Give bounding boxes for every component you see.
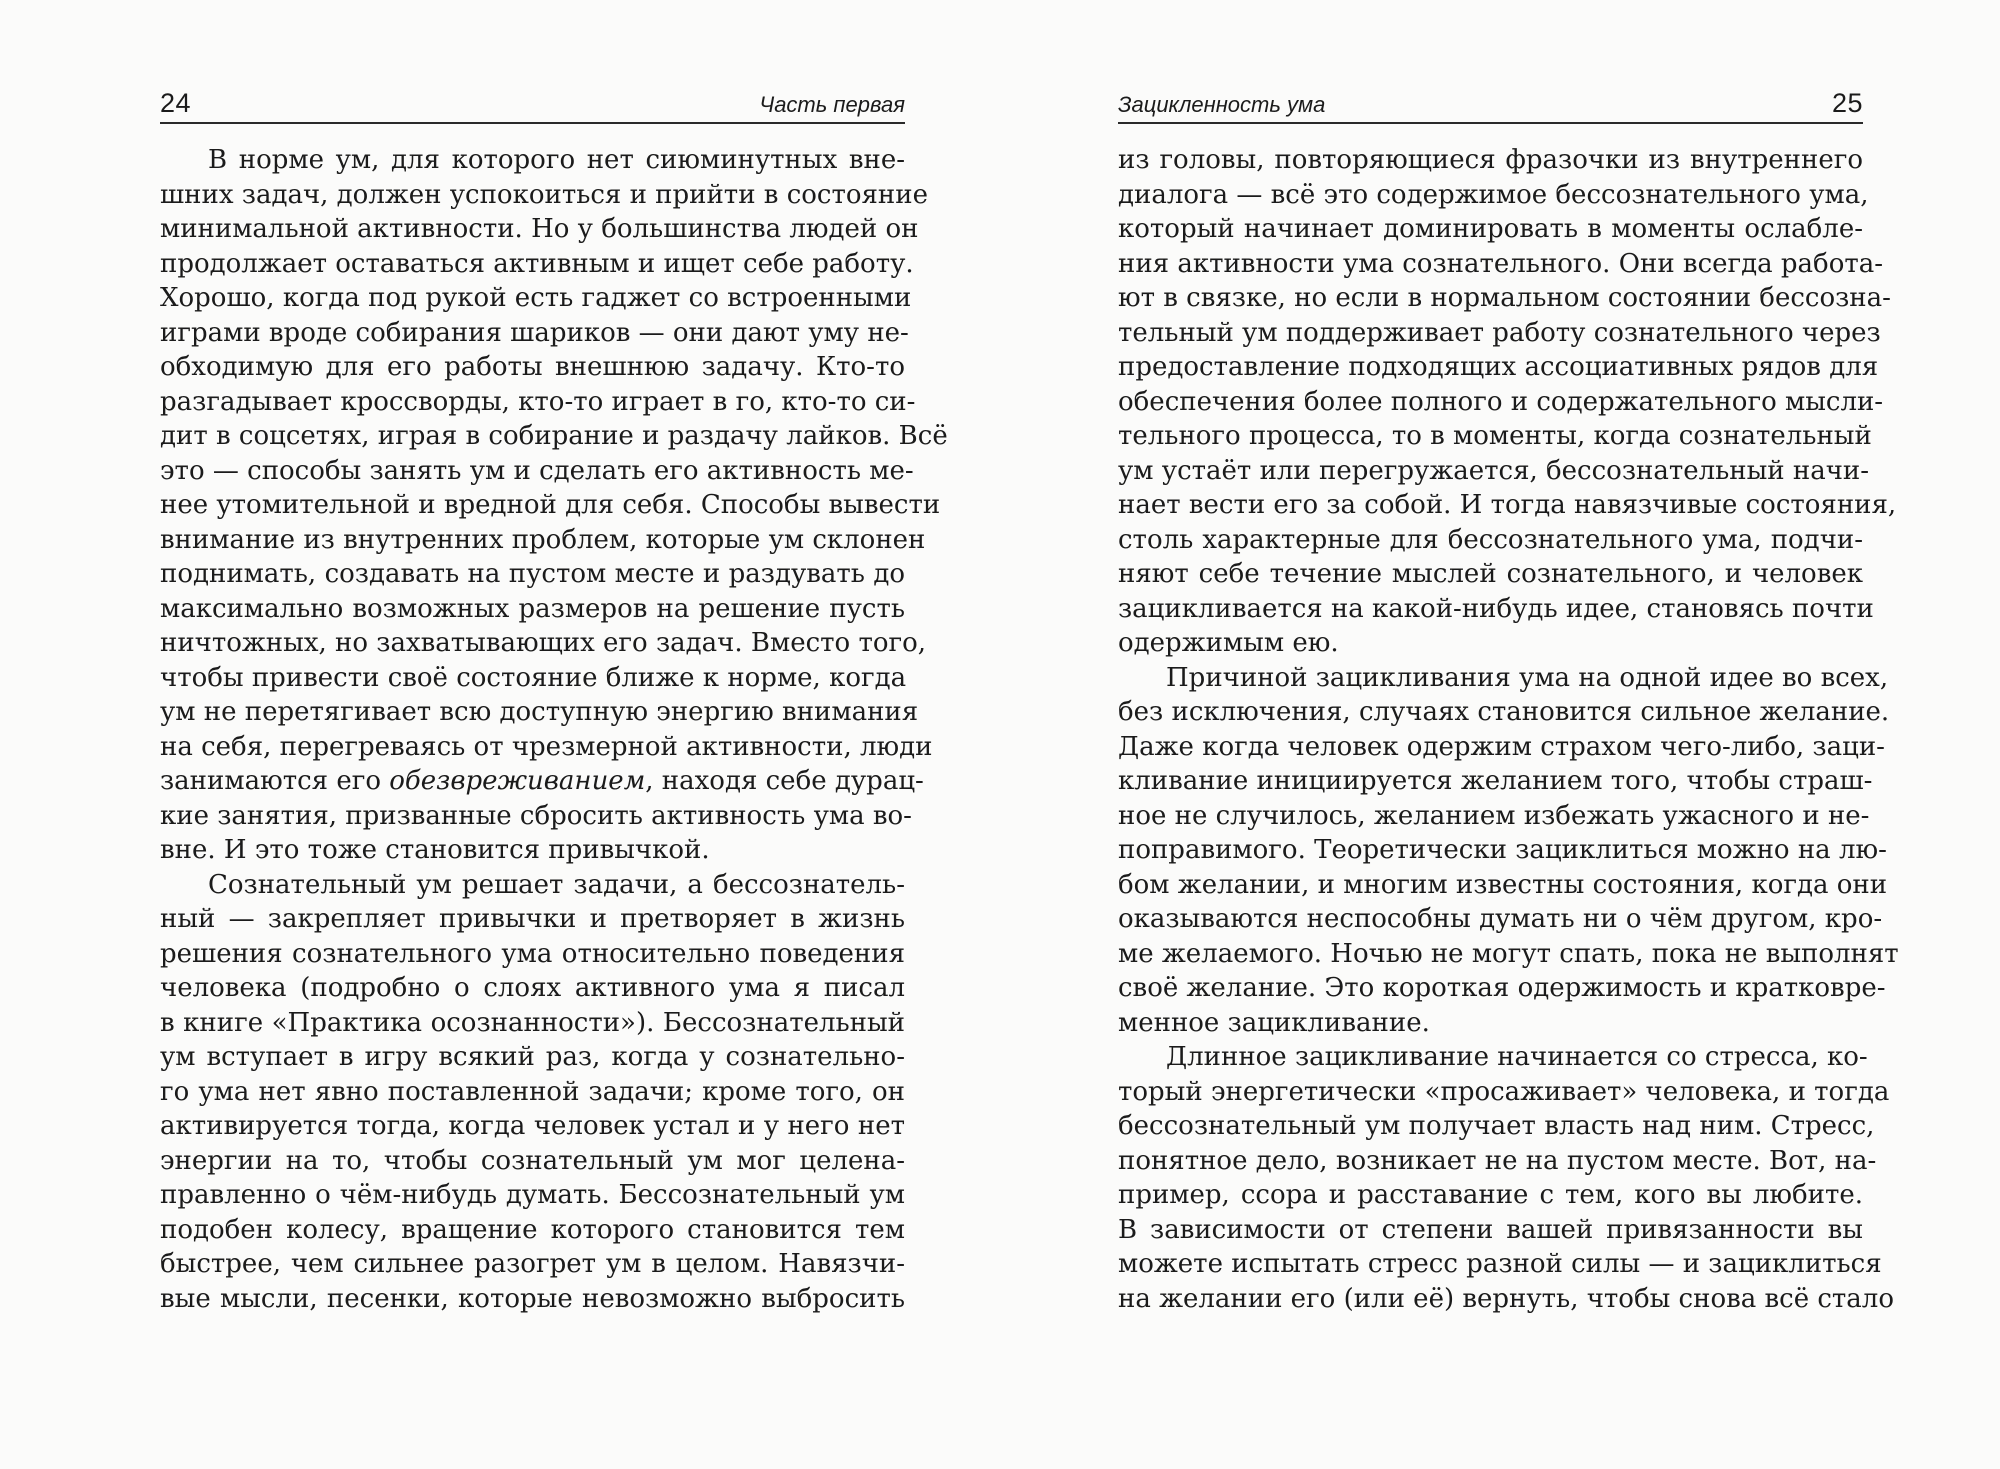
text-line: Сознательный ум решает задачи, а бессознатель- bbox=[208, 869, 905, 900]
left-page-number: 24 bbox=[160, 88, 192, 118]
text-segment: занимаются его bbox=[160, 766, 390, 796]
text-line: тельного процесса, то в моменты, когда сознательный bbox=[1118, 421, 1872, 451]
text-line: В норме ум, для которого нет сиюминутных вне- bbox=[208, 145, 905, 175]
text-line: го ума нет явно поставленной задачи; кроме того, он bbox=[160, 1076, 905, 1107]
text-line: из головы, повторяющиеся фразочки из внутреннего bbox=[1118, 145, 1863, 175]
text-line: обеспечения более полного и содержательного мысли- bbox=[1118, 386, 1884, 417]
text-line: шних задач, должен успокоиться и прийти в состояние bbox=[160, 179, 928, 210]
text-line: зацикливается на какой-нибудь идее, становясь почти bbox=[1118, 593, 1874, 624]
text-line: ме желаемого. Ночью не могут спать, пока не выполнят bbox=[1118, 938, 1899, 969]
text-line: вне. И это тоже становится привычкой. bbox=[160, 835, 710, 865]
text-line: ют в связке, но если в нормальном состоянии бессозна- bbox=[1118, 283, 1891, 313]
left-running-head: Часть первая bbox=[759, 92, 905, 117]
text-line: ум не перетягивает всю доступную энергию внимания bbox=[160, 697, 919, 727]
text-line: ничтожных, но захватывающих его задач. Вместо того, bbox=[160, 628, 927, 658]
text-line: столь характерные для бессознательного ума, подчи- bbox=[1118, 524, 1863, 555]
text-line: Длинное зацикливание начинается со стресса, ко- bbox=[1166, 1042, 1868, 1072]
text-line: пример, ссора и расставание с тем, кого вы любите. bbox=[1118, 1180, 1863, 1210]
text-line: торый энергетически «просаживает» человека, и тогда bbox=[1118, 1076, 1890, 1107]
text-line: это — способы занять ум и сделать его активность ме- bbox=[160, 455, 914, 486]
text-line: продолжает оставаться активным и ищет себе работу. bbox=[160, 248, 914, 279]
right-page-header bbox=[1118, 84, 1863, 124]
text-line: на желании его (или её) вернуть, чтобы снова всё стало bbox=[1118, 1283, 1894, 1314]
text-line: диалога — всё это содержимое бессознательного ума, bbox=[1118, 179, 1869, 210]
text-line: кие занятия, призванные сбросить активность ума во- bbox=[160, 800, 912, 831]
text-line: нает вести его за собой. И тогда навязчивые состояния, bbox=[1118, 490, 1897, 520]
text-line: предоставление подходящих ассоциативных рядов для bbox=[1118, 352, 1879, 382]
text-line: Даже когда человек одержим страхом чего-либо, заци- bbox=[1118, 731, 1885, 762]
text-line: ум устаёт или перегружается, бессознательный начи- bbox=[1118, 455, 1870, 486]
text-line: человека (подробно о слоях активного ума я писал bbox=[160, 973, 905, 1003]
text-line: Причиной зацикливания ума на одной идее во всех, bbox=[1166, 662, 1889, 693]
italic-term: обезвреживанием bbox=[389, 766, 646, 796]
left-page-body bbox=[160, 143, 948, 1316]
text-line: активируется тогда, когда человек устал и у него нет bbox=[160, 1111, 905, 1141]
right-page-number: 25 bbox=[1831, 88, 1863, 118]
text-line: ния активности ума сознательного. Они всегда работа- bbox=[1118, 248, 1884, 279]
text-line: подобен колесу, вращение которого становится тем bbox=[160, 1214, 905, 1245]
text-line: бессознательный ум получает власть над ним. Стресс, bbox=[1118, 1111, 1875, 1141]
text-line: поднимать, создавать на пустом месте и раздувать до bbox=[160, 559, 905, 589]
text-line: менное зацикливание. bbox=[1118, 1007, 1430, 1038]
text-line: бом желании, и многим известны состояния, когда они bbox=[1118, 869, 1888, 900]
text-line: ный — закрепляет привычки и претворяет в жизнь bbox=[160, 904, 905, 934]
text-line: энергии на то, чтобы сознательный ум мог целена- bbox=[160, 1145, 905, 1176]
text-line: чтобы привести своё состояние ближе к норме, когда bbox=[160, 662, 907, 693]
text-line: быстрее, чем сильнее разогрет ум в целом. Навязчи- bbox=[160, 1249, 905, 1279]
right-page-body bbox=[1118, 143, 1899, 1316]
text-line: дит в соцсетях, играя в собирание и раздачу лайков. Всё bbox=[160, 421, 948, 451]
text-line: ум вступает в игру всякий раз, когда у сознательно- bbox=[160, 1042, 905, 1072]
text-line: тельный ум поддерживает работу сознательного через bbox=[1118, 317, 1881, 348]
text-line: максимально возможных размеров на решение пусть bbox=[160, 593, 905, 624]
text-line: который начинает доминировать в моменты ослабле- bbox=[1118, 214, 1863, 244]
text-segment: , находя себе дурац- bbox=[645, 766, 924, 796]
text-line: правленно о чём-нибудь думать. Бессознательный ум bbox=[160, 1180, 905, 1210]
text-line: В зависимости от степени вашей привязанности вы bbox=[1118, 1214, 1863, 1245]
text-line: понятное дело, возникает не на пустом месте. Вот, на- bbox=[1118, 1145, 1877, 1176]
text-line: обходимую для его работы внешнюю задачу. Кто-то bbox=[160, 352, 905, 382]
text-line: решения сознательного ума относительно поведения bbox=[160, 938, 905, 969]
text-line: разгадывает кроссворды, кто-то играет в го, кто-то си- bbox=[160, 386, 916, 417]
left-page-header bbox=[160, 84, 905, 124]
text-line: одержимым ею. bbox=[1118, 628, 1339, 658]
text-line: кливание инициируется желанием того, чтобы страш- bbox=[1118, 766, 1873, 796]
text-line: внимание из внутренних проблем, которые ум склонен bbox=[160, 524, 926, 555]
left-page bbox=[160, 0, 948, 1469]
text-line: оказываются неспособны думать ни о чём другом, кро- bbox=[1118, 904, 1883, 934]
text-line: минимальной активности. Но у большинства людей он bbox=[160, 214, 919, 244]
text-line: можете испытать стресс разной силы — и зациклиться bbox=[1118, 1249, 1882, 1279]
text-line: на себя, перегреваясь от чрезмерной активности, люди bbox=[160, 731, 933, 762]
right-running-head: Зацикленность ума bbox=[1118, 92, 1326, 117]
text-line: своё желание. Это короткая одержимость и кратковре- bbox=[1118, 973, 1886, 1003]
text-line: играми вроде собирания шариков — они дают уму не- bbox=[160, 317, 909, 348]
text-line: в книге «Практика осознанности»). Бессознательный bbox=[160, 1007, 905, 1038]
text-line: без исключения, случаях становится сильное желание. bbox=[1118, 697, 1890, 727]
text-line: ное не случилось, желанием избежать ужасного и не- bbox=[1118, 800, 1870, 831]
text-line: поправимого. Теоретически зациклиться можно на лю- bbox=[1118, 835, 1887, 865]
text-line: Хорошо, когда под рукой есть гаджет со встроенными bbox=[160, 283, 912, 313]
text-line: вые мысли, песенки, которые невозможно выбросить bbox=[160, 1283, 905, 1314]
right-page bbox=[1118, 0, 1899, 1469]
text-line: няют себе течение мыслей сознательного, и человек bbox=[1118, 559, 1863, 589]
text-line-with-italic bbox=[160, 764, 924, 799]
text-line: нее утомительной и вредной для себя. Способы вывести bbox=[160, 490, 941, 520]
